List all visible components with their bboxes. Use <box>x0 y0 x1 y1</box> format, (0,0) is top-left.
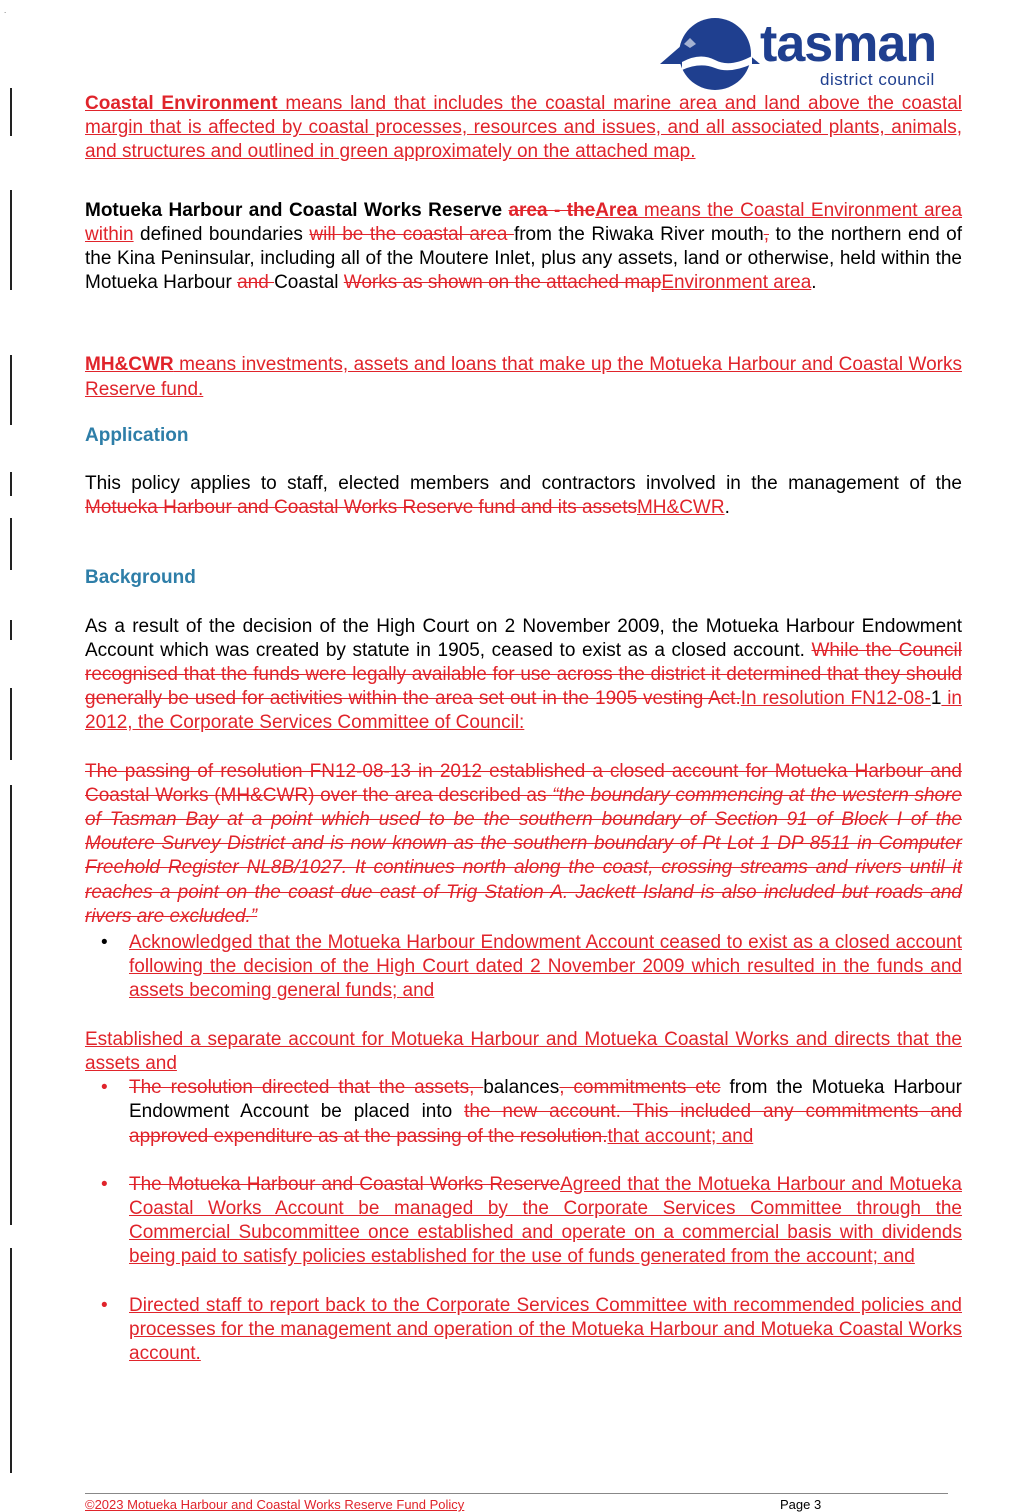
change-bar <box>10 518 12 570</box>
change-bar <box>10 688 12 760</box>
change-bar <box>10 355 12 425</box>
deleted-text: While the Council recognised that the funds were legally available for use across the district it determined that they should generally be used for activities within the area set out in the 1905 vesting Act. <box>85 639 962 710</box>
change-bar <box>10 620 12 640</box>
definition-mhcwr <box>85 353 962 401</box>
inserted-text: means land that includes the coastal marine area and land above the coastal margin that is affected by coastal processes, resources and issues, and all associated plants, animals, and structures and outlined in green approximately on the attached map. <box>85 93 962 163</box>
inserted-text: means investments, assets and loans that make up the Motueka Harbour and Coastal Works Reserve fund. <box>85 354 962 400</box>
deleted-text: “the boundary commencing at the western shore of Tasman Bay at a point which used to be the southern boundary of Section 91 of Block I of the Moutere Survey District and is now known as the southern boundary of Pt Lot 1 DP 8511 in Computer Freehold Register NL8B/1027. It continues north along the coast, crossing streams and rivers until it reaches a point on the coast due east of Trig Station A. Jackett Island is also included but roads and rivers are excluded.” <box>85 784 962 927</box>
body-text: As a result of the decision of the High Court on 2 November 2009, the Motueka Harbour Endowment Account which was created by statute in 1905, ceased to exist as a closed account. <box>85 615 962 661</box>
inserted-text: Acknowledged that the Motueka Harbour Endowment Account ceased to exist as a closed account following the decision of the High Court dated 2 November 2009 which resulted in the funds and assets becoming general funds; and <box>129 932 962 1002</box>
definition-reserve <box>85 199 962 296</box>
deleted-text: area - the <box>508 199 596 221</box>
deleted-text: The Motueka Harbour and Coastal Works Reserve <box>129 1173 561 1195</box>
inserted-text: In resolution FN12-08- <box>740 688 931 710</box>
document-body <box>85 92 962 1366</box>
margin-mark: . <box>4 6 7 15</box>
deleted-text: The passing of resolution FN12-08-13 in 2012 established a closed account for Motueka Harbour and Coastal Works (MH&CWR) over the area described as <box>85 760 962 806</box>
inserted-text: Area <box>595 199 638 221</box>
inserted-text: Established a separate account for Motueka Harbour and Motueka Coastal Works and directs that the assets and <box>85 1028 962 1074</box>
inserted-text: MH&CWR <box>636 497 725 519</box>
list-item <box>85 1076 962 1149</box>
list-item <box>85 1173 962 1270</box>
inserted-text: that account; and <box>607 1125 754 1147</box>
body-text: from the Riwaka River mouth <box>513 223 764 245</box>
inserted-text: Agreed that the Motueka Harbour and Motueka Coastal Works Account be managed by the Corporate Services Committee through the Commercial Subcommittee once established and operate on a commercial basis with dividends being paid to satisfy policies established for the use of funds generated from the account; and <box>129 1173 962 1268</box>
inserted-text: in 2012, the Corporate Services Committee of Council: <box>85 688 962 734</box>
bullet-marker: • <box>101 1294 108 1316</box>
list-item <box>85 1294 962 1367</box>
deleted-text: the new account. This included any commitments and approved expenditure as at the passing of the resolution. <box>129 1101 962 1147</box>
heading-application: Application <box>85 424 189 446</box>
body-text: balances <box>483 1077 560 1099</box>
deleted-resolution-paragraph <box>85 760 962 929</box>
defined-term: Motueka Harbour and Coastal Works Reserve <box>85 199 503 221</box>
bullet-marker: • <box>101 1077 108 1099</box>
change-bar <box>10 190 12 290</box>
body-text: This policy applies to staff, elected members and contractors involved in the management of the <box>85 473 962 495</box>
inserted-text: means the Coastal Environment area within <box>85 199 963 245</box>
bullet-marker: • <box>101 1173 108 1195</box>
body-text: . <box>724 497 730 519</box>
change-bar <box>10 1248 12 1473</box>
deleted-text: The resolution directed that the assets, <box>129 1077 484 1099</box>
list-item <box>85 931 962 1004</box>
defined-term: MH&CWR <box>85 354 174 376</box>
logo-subtitle: district council <box>820 70 935 89</box>
bullet-marker: • <box>101 932 108 954</box>
deleted-text: Works as shown on the attached map <box>343 272 662 294</box>
inserted-text: Directed staff to report back to the Corporate Services Committee with recommended policies and processes for the management and operation of the Motueka Harbour and Motueka Coastal Works account. <box>129 1294 962 1364</box>
body-text: from the Motueka Harbour Endowment Account be placed into <box>129 1077 963 1123</box>
council-logo <box>660 12 960 92</box>
inserted-text: Environment area <box>661 272 812 294</box>
application-paragraph <box>85 472 962 520</box>
established-paragraph <box>85 1028 962 1076</box>
change-bar <box>10 88 12 136</box>
bullet-list <box>85 931 962 1004</box>
background-paragraph <box>85 615 962 736</box>
body-text: Coastal <box>274 272 344 294</box>
logo-mountain-icon <box>660 12 770 92</box>
body-text: . <box>811 272 817 294</box>
change-bar <box>10 785 12 1225</box>
page-number: Page 3 <box>780 1497 822 1512</box>
deleted-text: Motueka Harbour and Coastal Works Reserve fund and its assets <box>85 497 637 519</box>
body-text: 1 <box>930 688 942 710</box>
deleted-text: , <box>763 223 770 245</box>
deleted-text: , commitments etc <box>559 1077 721 1099</box>
footer-text: ©2023 Motueka Harbour and Coastal Works Reserve Fund Policy <box>85 1497 465 1512</box>
defined-term: Coastal Environment <box>85 93 278 114</box>
definition-coastal-environment <box>85 92 962 165</box>
heading-background: Background <box>85 567 196 589</box>
bullet-list <box>85 1076 962 1366</box>
deleted-text: and <box>237 272 275 294</box>
logo-wordmark: tasman <box>760 15 937 73</box>
body-text: defined boundaries <box>133 223 310 245</box>
footer-divider <box>85 1493 948 1494</box>
deleted-text: will be the coastal area <box>309 223 514 245</box>
body-text: to the northern end of the Kina Peninsular, including all of the Moutere Inlet, plus any assets, land or otherwise, held within the Motueka Harbour <box>85 223 962 294</box>
change-bar <box>10 472 12 496</box>
